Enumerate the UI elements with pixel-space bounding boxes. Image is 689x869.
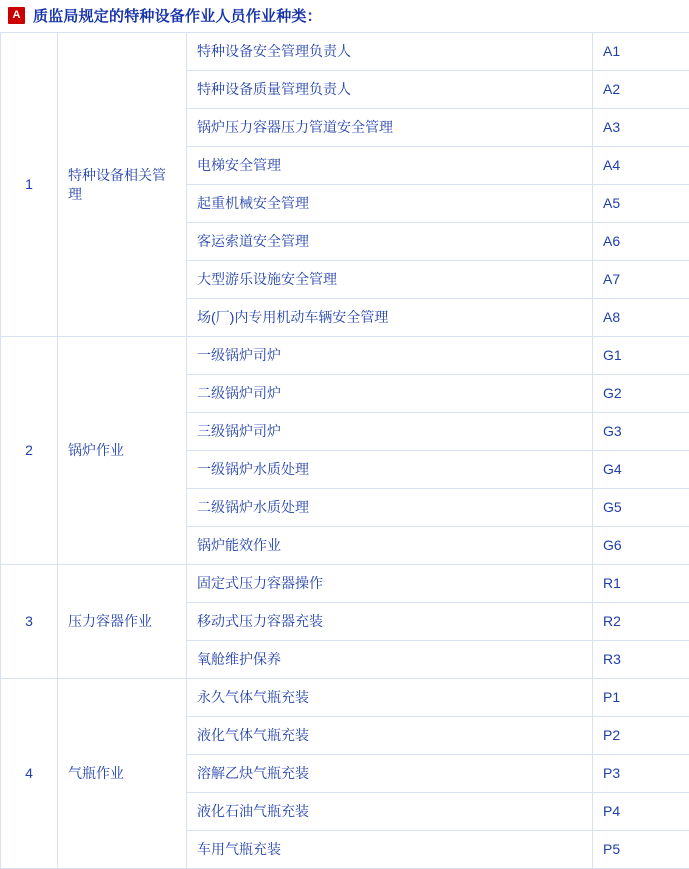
occupation-code-cell: A4: [593, 147, 689, 185]
occupation-name-cell: 客运索道安全管理: [187, 223, 593, 261]
occupation-name-cell: 车用气瓶充装: [187, 831, 593, 869]
occupation-name-cell: 大型游乐设施安全管理: [187, 261, 593, 299]
occupation-name-cell: 三级锅炉司炉: [187, 413, 593, 451]
group-index-cell: 2: [1, 337, 58, 565]
occupation-name-cell: 特种设备质量管理负责人: [187, 71, 593, 109]
group-name-cell: 锅炉作业: [58, 337, 187, 565]
occupation-code-cell: G6: [593, 527, 689, 565]
occupation-name-cell: 溶解乙炔气瓶充装: [187, 755, 593, 793]
occupation-code-cell: A5: [593, 185, 689, 223]
group-index-cell: 4: [1, 679, 58, 869]
occupation-name-cell: 电梯安全管理: [187, 147, 593, 185]
occupation-code-cell: P5: [593, 831, 689, 869]
occupation-code-cell: A2: [593, 71, 689, 109]
occupation-code-cell: A3: [593, 109, 689, 147]
occupation-category-table: [0, 32, 689, 869]
occupation-name-cell: 液化气体气瓶充装: [187, 717, 593, 755]
occupation-code-cell: G1: [593, 337, 689, 375]
occupation-code-cell: G3: [593, 413, 689, 451]
occupation-code-cell: R3: [593, 641, 689, 679]
occupation-code-cell: A8: [593, 299, 689, 337]
occupation-code-cell: G5: [593, 489, 689, 527]
occupation-code-cell: P4: [593, 793, 689, 831]
section-badge: A: [8, 7, 25, 24]
page-title: 质监局规定的特种设备作业人员作业种类：: [33, 5, 322, 26]
occupation-name-cell: 二级锅炉水质处理: [187, 489, 593, 527]
occupation-name-cell: 固定式压力容器操作: [187, 565, 593, 603]
group-index-cell: 3: [1, 565, 58, 679]
occupation-name-cell: 移动式压力容器充装: [187, 603, 593, 641]
occupation-name-cell: 场(厂)内专用机动车辆安全管理: [187, 299, 593, 337]
table-row: [1, 565, 689, 603]
table-row: [1, 337, 689, 375]
occupation-name-cell: 永久气体气瓶充装: [187, 679, 593, 717]
occupation-name-cell: 特种设备安全管理负责人: [187, 33, 593, 71]
group-index-cell: 1: [1, 33, 58, 337]
occupation-code-cell: R2: [593, 603, 689, 641]
occupation-name-cell: 一级锅炉司炉: [187, 337, 593, 375]
occupation-name-cell: 起重机械安全管理: [187, 185, 593, 223]
occupation-name-cell: 二级锅炉司炉: [187, 375, 593, 413]
occupation-code-cell: R1: [593, 565, 689, 603]
occupation-code-cell: P3: [593, 755, 689, 793]
occupation-name-cell: 氧舱维护保养: [187, 641, 593, 679]
occupation-code-cell: A7: [593, 261, 689, 299]
group-name-cell: 特种设备相关管理: [58, 33, 187, 337]
section-header: [0, 0, 689, 30]
occupation-name-cell: 液化石油气瓶充装: [187, 793, 593, 831]
table-row: [1, 33, 689, 71]
table-row: [1, 679, 689, 717]
table-body: [1, 33, 689, 869]
occupation-name-cell: 一级锅炉水质处理: [187, 451, 593, 489]
occupation-code-cell: P2: [593, 717, 689, 755]
occupation-code-cell: G2: [593, 375, 689, 413]
occupation-name-cell: 锅炉能效作业: [187, 527, 593, 565]
occupation-code-cell: G4: [593, 451, 689, 489]
group-name-cell: 压力容器作业: [58, 565, 187, 679]
occupation-code-cell: A6: [593, 223, 689, 261]
occupation-code-cell: P1: [593, 679, 689, 717]
occupation-code-cell: A1: [593, 33, 689, 71]
group-name-cell: 气瓶作业: [58, 679, 187, 869]
occupation-name-cell: 锅炉压力容器压力管道安全管理: [187, 109, 593, 147]
